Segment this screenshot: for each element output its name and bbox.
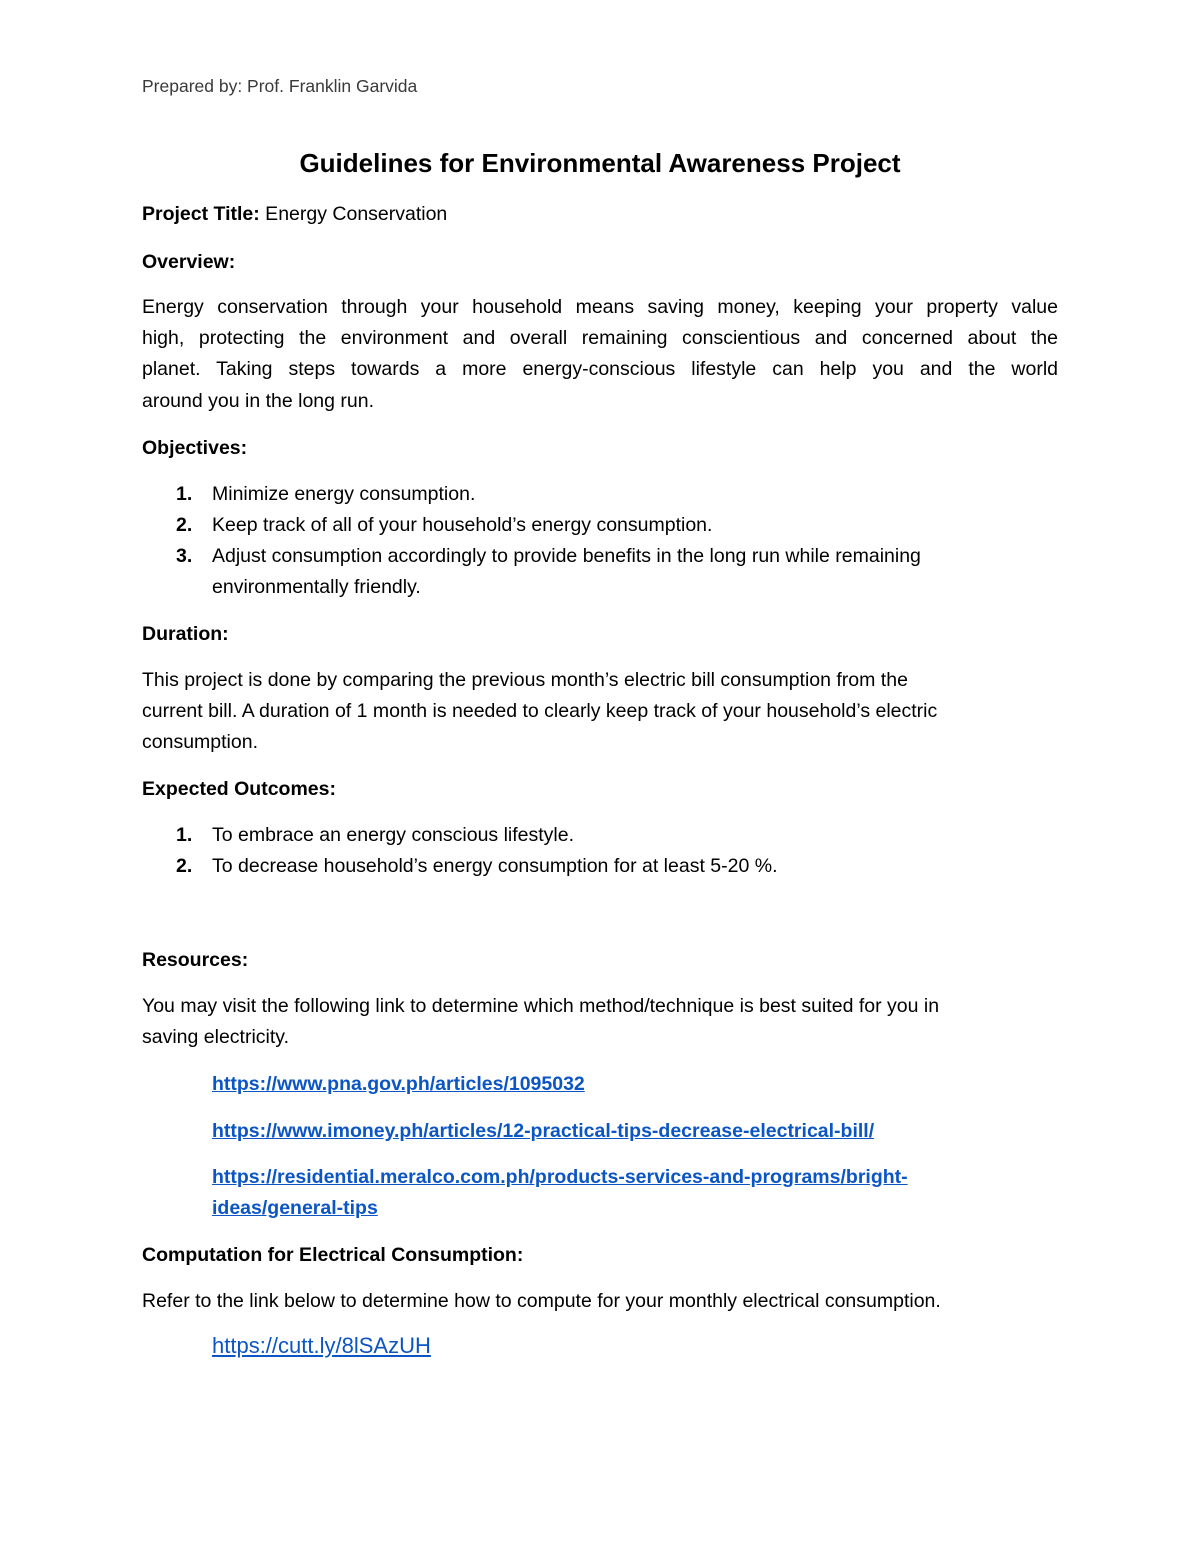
duration-line: current bill. A duration of 1 month is needed to clearly keep track of your household’s electric bbox=[142, 700, 938, 722]
objectives-heading: Objectives: bbox=[142, 437, 248, 459]
overview-line: around you in the long run. bbox=[142, 390, 375, 412]
objective-number: 2. bbox=[176, 514, 193, 536]
duration-line: consumption. bbox=[142, 731, 258, 753]
resource-link-meralco-continued[interactable]: ideas/general-tips bbox=[212, 1197, 378, 1219]
resource-link-pna[interactable]: https://www.pna.gov.ph/articles/1095032 bbox=[212, 1073, 585, 1095]
project-title-line bbox=[142, 201, 447, 227]
project-title-value: Energy Conservation bbox=[259, 203, 448, 225]
outcome-number: 1. bbox=[176, 824, 193, 846]
objective-number: 3. bbox=[176, 545, 193, 567]
duration-line: This project is done by comparing the previous month’s electric bill consumption from the bbox=[142, 669, 908, 691]
computation-heading: Computation for Electrical Consumption: bbox=[142, 1244, 524, 1266]
resource-link-meralco[interactable]: https://residential.meralco.com.ph/products-services-and-programs/bright- bbox=[212, 1166, 908, 1188]
resources-line: You may visit the following link to determine which method/technique is best suited for you in bbox=[142, 995, 940, 1017]
objective-item: Adjust consumption accordingly to provide benefits in the long run while remaining bbox=[212, 545, 921, 567]
computation-text: Refer to the link below to determine how to compute for your monthly electrical consumption. bbox=[142, 1290, 941, 1312]
objective-item: Keep track of all of your household’s energy consumption. bbox=[212, 514, 713, 536]
computation-link[interactable]: https://cutt.ly/8lSAzUH bbox=[212, 1333, 431, 1358]
objective-number: 1. bbox=[176, 483, 193, 505]
objective-item-continued: environmentally friendly. bbox=[212, 576, 421, 598]
resources-line: saving electricity. bbox=[142, 1026, 290, 1048]
project-title-label: Project Title: bbox=[142, 203, 260, 225]
objective-item: Minimize energy consumption. bbox=[212, 483, 476, 505]
outcome-item: To decrease household’s energy consumption for at least 5-20 %. bbox=[212, 855, 778, 877]
resources-heading: Resources: bbox=[142, 949, 249, 971]
prepared-by: Prepared by: Prof. Franklin Garvida bbox=[142, 76, 418, 96]
overview-line: planet. Taking steps towards a more energy-conscious lifestyle can help you and the world bbox=[142, 358, 1058, 380]
outcome-item: To embrace an energy conscious lifestyle. bbox=[212, 824, 575, 846]
resource-link-imoney[interactable]: https://www.imoney.ph/articles/12-practical-tips-decrease-electrical-bill/ bbox=[212, 1120, 875, 1142]
overview-line: high, protecting the environment and overall remaining conscientious and concerned about the bbox=[142, 327, 1058, 349]
outcome-number: 2. bbox=[176, 855, 193, 877]
page-title: Guidelines for Environmental Awareness Project bbox=[299, 148, 901, 178]
overview-line: Energy conservation through your household means saving money, keeping your property value bbox=[142, 296, 1058, 318]
duration-heading: Duration: bbox=[142, 623, 229, 645]
outcomes-heading: Expected Outcomes: bbox=[142, 778, 336, 800]
overview-heading: Overview: bbox=[142, 251, 236, 273]
